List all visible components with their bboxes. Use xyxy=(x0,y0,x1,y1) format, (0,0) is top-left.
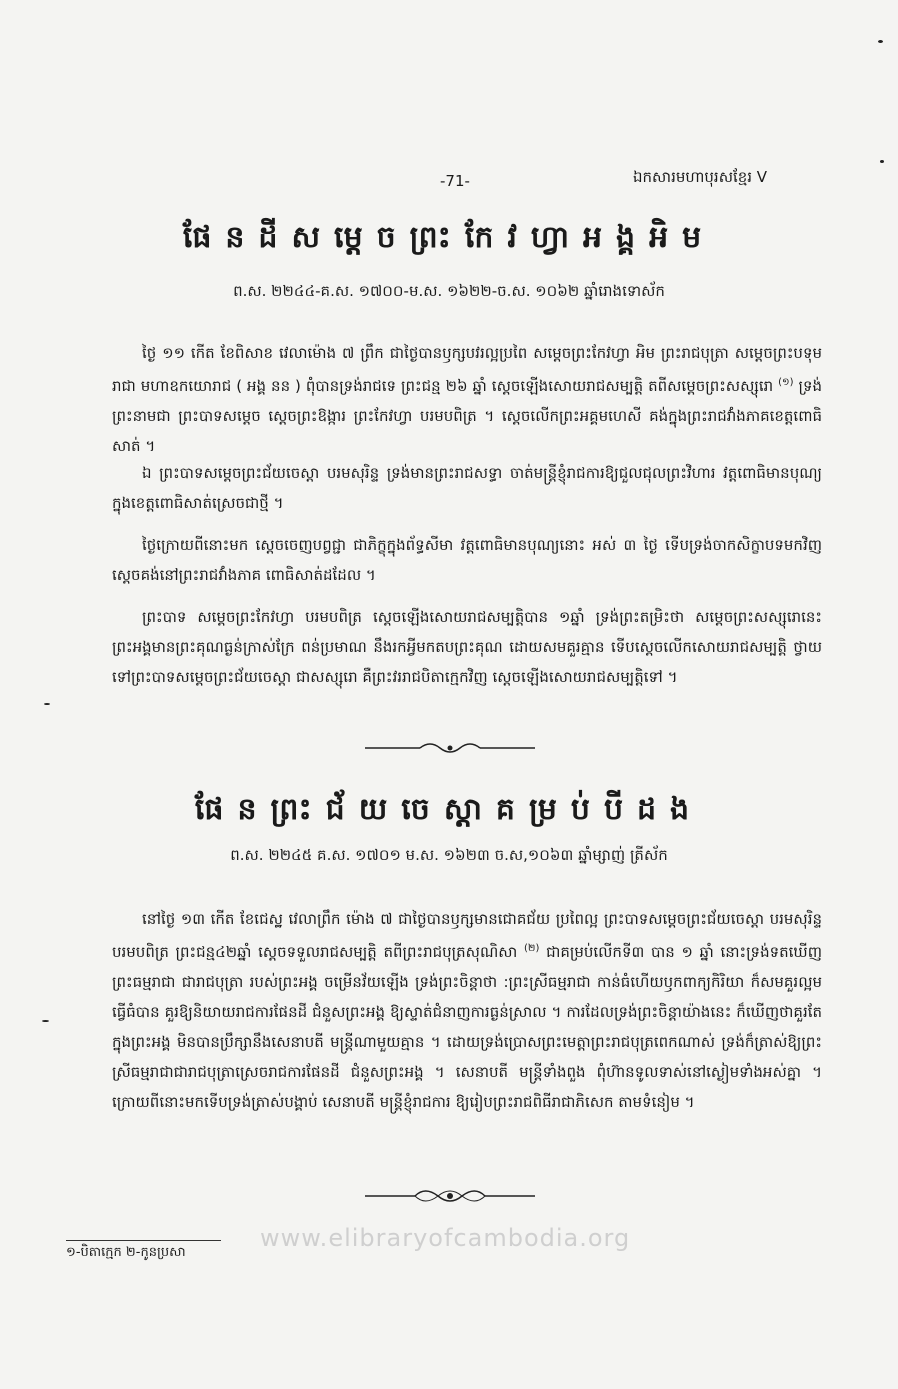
scan-speck xyxy=(44,703,50,705)
section-1-title: ផែនដីសម្តេចព្រះកែវហ្វាអង្គអិម xyxy=(182,220,716,255)
section-2-paragraph-1 xyxy=(112,904,822,1117)
paragraph-text: ជាគម្រប់លើកទី៣ បាន ១ ឆ្នាំ នោះទ្រង់ទតឃើញ ព្រះធម្មរាជា ជារាជបុត្រា របស់ព្រះអង្គ ចម្រើនវ័យឡើង ទ្រង់ព្រះចិន្តាថា :ព្រះស្រីធម្មរាជា កាន់ធំហើយឫកពាក្យកិរិយា ក៏សមគួរល្អមធ្វើធំបាន គួរឱ្យនិយាយរាជការផែនដី ជំនួសព្រះអង្គ ឱ្យស្ទាត់ជំនាញការធ្ងន់ស្រាល ។ ការដែលទ្រង់ព្រះចិន្តាយ៉ាងនេះ ក៏ឃើញថាគួរតែក្នុងព្រះអង្គ មិនបានប្រឹក្សានឹងសេនាបតី មន្ត្រីណាមួយគ្មាន ។ ដោយទ្រង់ប្រោសព្រះមេត្តាព្រះរាជបុត្រពេកណាស់ ទ្រង់ក៏ត្រាស់ឱ្យព្រះស្រីធម្មរាជាជារាជបុត្រាស្រេចរាជការផែនដី ជំនួសព្រះអង្គ ។ សេនាបតី មន្ត្រីទាំងពួង ពុំហ៊ានទូលទាស់នៅស្ងៀមទាំងអស់គ្នា ។ ក្រោយពីនោះមកទើបទ្រង់ត្រាស់បង្គាប់ សេនាបតី មន្ត្រីខ្ញុំរាជការ ឱ្យរៀបព្រះរាជពិធីរាជាភិសេក តាមទំនៀម ។ xyxy=(112,943,822,1111)
ornament-divider xyxy=(360,738,540,758)
section-1-paragraph-4: ព្រះបាទ សម្តេចព្រះកែវហ្វា បរមបពិត្រ ស្តេចឡើងសោយរាជសម្បត្តិបាន ១ឆ្នាំ ទ្រង់ព្រះតម្រិះថា សម្តេចព្រះសស្សុរោនេះ ព្រះអង្គមានព្រះគុណធ្ងន់ក្រាស់ក្រែ ពន់ប្រមាណ នឹងរកអ្វីមកតបព្រះគុណ ដោយសមគួរគ្មាន ទើបស្តេចលើកសោយរាជសម្បត្តិ ថ្វាយទៅព្រះបាទសម្តេចព្រះជ័យចេស្តា ជាសស្សុរោ គឺព្រះវររាជបិតាក្មេកវិញ ស្តេចឡើងសោយរាជសម្បត្តិទៅ ។ xyxy=(112,608,822,686)
scan-speck xyxy=(878,40,883,43)
footnote: ១-បិតាក្មេក ២-កូនប្រសា xyxy=(66,1245,186,1260)
scan-speck xyxy=(880,160,884,163)
paragraph-text: ថ្ងៃ ១១ កើត ខែពិសាខ វេលាម៉ោង ៧ ព្រឹក ជាថ្ងៃបានឫក្សបវរល្អប្រពៃ សម្តេចព្រះកែវហ្វា អិម ព្រះរាជបុត្រា សម្តេចព្រះបទុមរាជា មហាឧកយោរាជ ( អង្គ នន ) ពុំបានទ្រង់រាជទេ ព្រះជន្ម ២៦ ឆ្នាំ ស្តេចឡើងសោយរាជសម្បត្តិ តពីសម្តេចព្រះសស្សុរោ xyxy=(112,344,822,395)
paragraph-text: ទ្រង់ព្រះនាមជា ព្រះបាទសម្តេច ស្តេចព្រះឱង្ការ ព្រះកែវហ្វា បរមបពិត្រ ។ ស្តេចលើកព្រះអគ្គមហេសី គង់ក្នុងព្រះរាជវាំងភាគខេត្តពោធិសាត់ ។ xyxy=(112,377,822,455)
page-number: -71- xyxy=(440,172,470,190)
section-2-subtitle: ព.ស. ២២៤៥ គ.ស. ១៧០១ ម.ស. ១៦២៣ ច.ស,១០៦៣ ឆ្នាំម្សាញ់ ត្រីស័ក xyxy=(230,846,668,864)
section-1-subtitle: ព.ស. ២២៤៤-គ.ស. ១៧០០-ម.ស. ១៦២២-ច.ស. ១០៦២ ឆ្នាំរោងទោស័ក xyxy=(233,282,665,300)
watermark: www.elibraryofcambodia.org xyxy=(260,1224,631,1252)
ornament-divider xyxy=(360,1186,540,1206)
footnote-mark: (១) xyxy=(778,377,794,388)
scan-speck xyxy=(42,1020,49,1022)
book-title: ឯកសារមហាបុរសខ្មែរ V xyxy=(633,168,768,186)
section-1-paragraph-1 xyxy=(112,338,822,461)
footnote-mark: (២) xyxy=(524,943,540,954)
section-2-title: ផែនព្រះជ័យចេស្តាគម្រប់បីដង xyxy=(194,792,704,827)
paragraph-text: នៅថ្ងៃ ១៣ កើត ខែជេស្ឋ វេលាព្រឹក ម៉ោង ៧ ជាថ្ងៃបានឫក្សមានជោគជ័យ ប្រពៃល្អ ព្រះបាទសម្តេចព្រះជ័យចេស្តា បរមសុរិន្ទ បរមបពិត្រ ព្រះជន្ម៤២ឆ្នាំ ស្តេចទទួលរាជសម្បត្តិ តពីព្រះរាជបុត្រសុណិសា xyxy=(112,910,822,961)
footnote-rule xyxy=(66,1240,221,1241)
section-1-paragraph-3: ថ្ងៃក្រោយពីនោះមក ស្តេចចេញបព្វជ្ជា ជាភិក្ខុក្នុងព័ទ្ធសីមា វត្តពោធិមានបុណ្យនោះ អស់ ៣ ថ្ងៃ ទើបទ្រង់ចាកសិក្ខាបទមកវិញ ស្តេចគង់នៅព្រះរាជវាំងភាគ ពោធិសាត់ដដែល ។ xyxy=(112,536,822,584)
section-1-paragraph-2: ឯ ព្រះបាទសម្តេចព្រះជ័យចេស្តា បរមសុរិន្ទ ទ្រង់មានព្រះរាជសទ្ធា ចាត់មន្ត្រីខ្ញុំរាជការឱ្យជួលជុលព្រះវិហារ វត្តពោធិមានបុណ្យ ក្នុងខេត្តពោធិសាត់ស្រេចជាថ្មី ។ xyxy=(112,464,822,512)
